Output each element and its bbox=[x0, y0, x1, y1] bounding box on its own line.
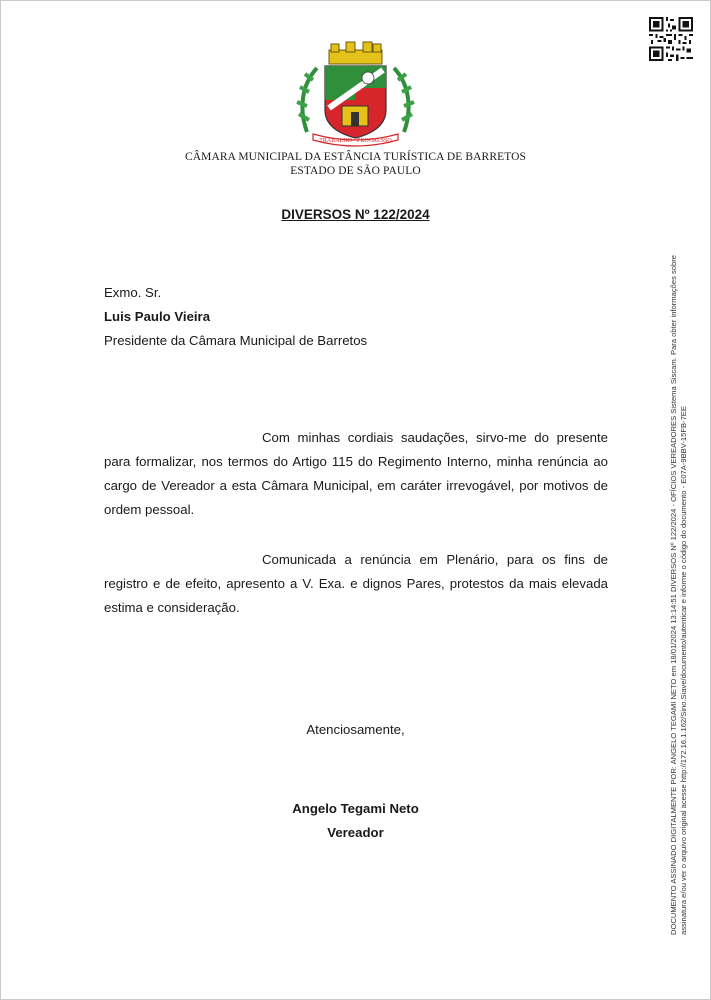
side-note-line: assinatura e/ou ver o arquivo original acesse http://172.16.1.162/Sino.Siave/documento/autenticar e informe o código do documento - E07A-9BBV-15FB-7EE bbox=[679, 406, 688, 935]
document-title: DIVERSOS Nº 122/2024 bbox=[281, 207, 430, 222]
coat-of-arms-logo bbox=[293, 40, 418, 148]
recipient-block bbox=[104, 281, 367, 353]
letter-body bbox=[104, 426, 608, 646]
institution-name: CÂMARA MUNICIPAL DA ESTÂNCIA TURÍSTICA DE BARRETOS bbox=[184, 151, 527, 163]
body-paragraph: Comunicada a renúncia em Plenário, para os fins de registro e de efeito, apresento a V. Exa. e dignos Pares, protestos da mais elevada estima e consideração. bbox=[104, 552, 608, 615]
digital-signature-note bbox=[669, 65, 689, 935]
institution-state: ESTADO DE SÃO PAULO bbox=[290, 165, 421, 177]
signer-name: Angelo Tegami Neto bbox=[292, 801, 419, 816]
body-paragraph: Com minhas cordiais saudações, sirvo-me do presente para formalizar, nos termos do Artigo 115 do Regimento Interno, minha renúncia ao cargo de Vereador a esta Câmara Municipal, em caráter irrevogável, por motivos de ordem pessoal. bbox=[104, 430, 608, 517]
closing-phrase: Atenciosamente, bbox=[306, 722, 405, 737]
qr-code bbox=[649, 17, 693, 61]
signature-block bbox=[0, 797, 711, 845]
recipient-role: Presidente da Câmara Municipal de Barretos bbox=[104, 333, 368, 348]
signer-title: Vereador bbox=[327, 825, 384, 840]
side-note-line: DOCUMENTO ASSINADO DIGITALMENTE POR: ANGELO TEGAMI NETO em 18/01/2024 13:14:51 DIVERSOS Nº 122/2024 - OFÍCIOS VEREADORES Sistema Siscam. Para obter informações sobre bbox=[669, 255, 678, 935]
closing-text bbox=[0, 722, 711, 737]
salutation: Exmo. Sr. bbox=[104, 285, 162, 300]
recipient-name: Luis Paulo Vieira bbox=[104, 309, 211, 324]
crest-motto: TRABALHO • PROGRESSO bbox=[319, 138, 392, 144]
